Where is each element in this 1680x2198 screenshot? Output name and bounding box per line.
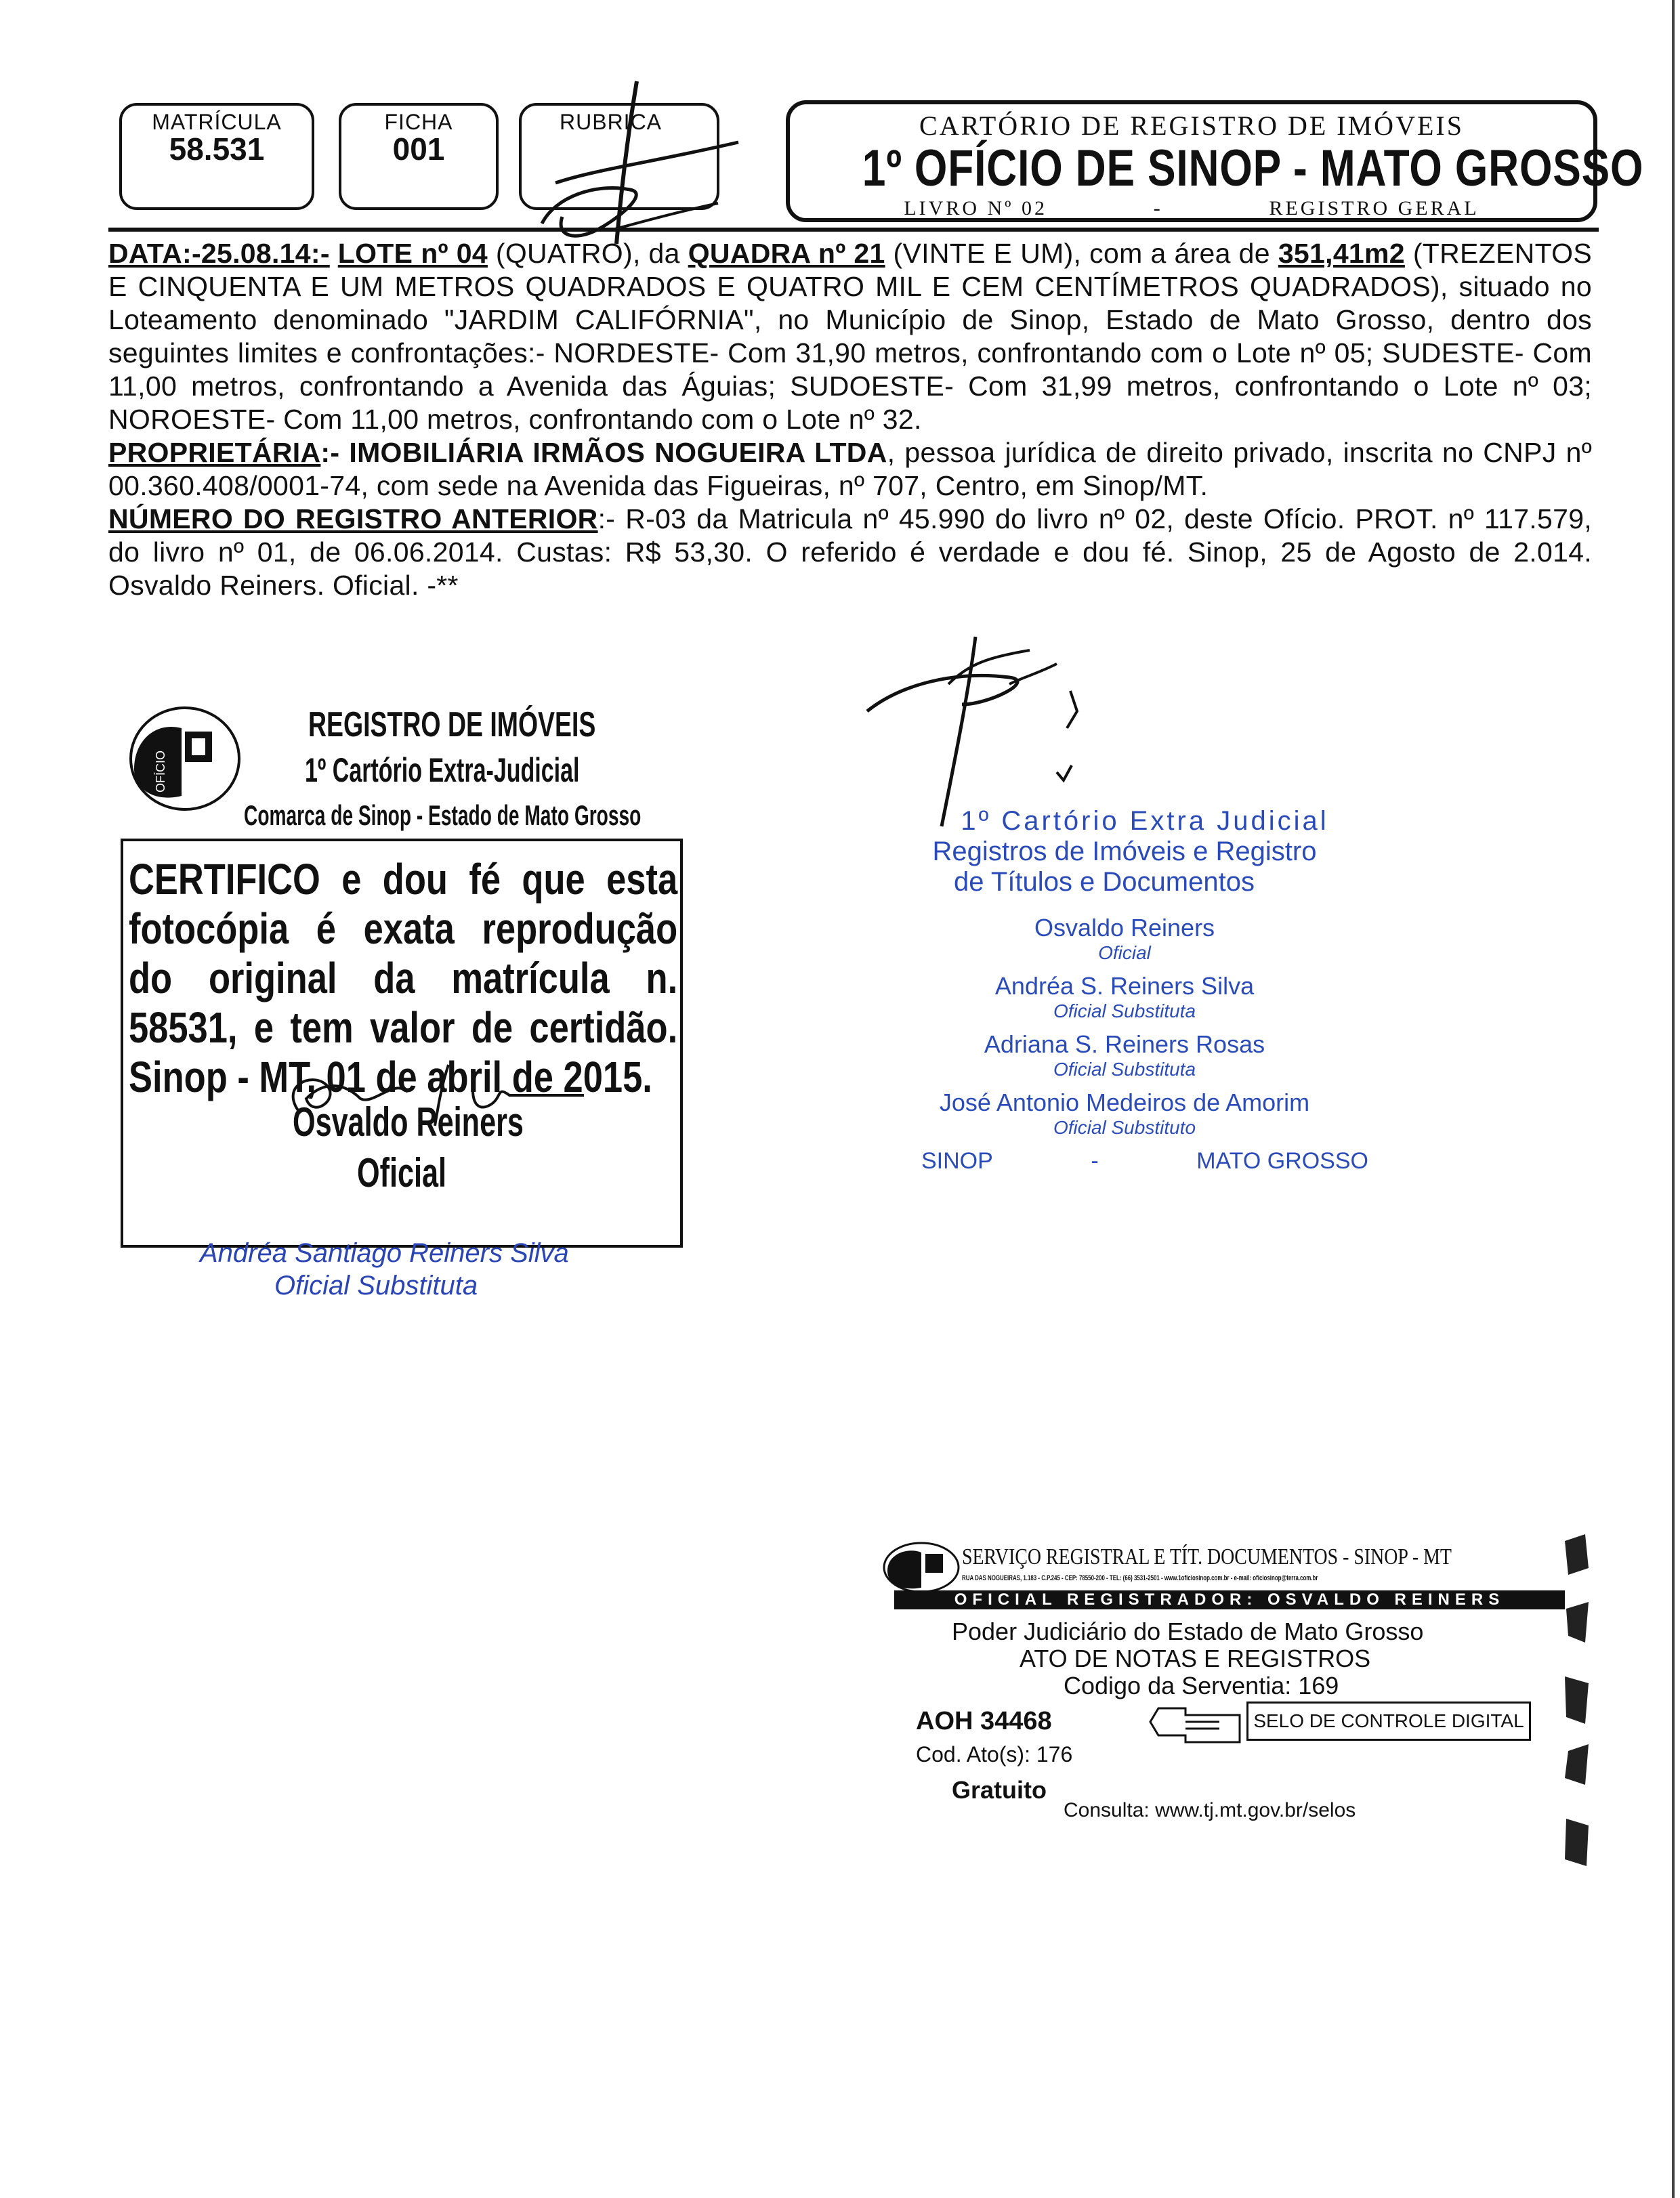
ficha-box — [339, 103, 499, 210]
selo-line3: Codigo da Serventia: 169 — [1064, 1672, 1339, 1699]
matricula-label: MATRÍCULA — [152, 110, 282, 134]
paragraph-proprietaria — [108, 436, 1592, 503]
pointing-hand-icon — [1145, 1702, 1246, 1749]
rubrica-label: RUBRICA — [560, 110, 663, 134]
signer-name: Osvaldo Reiners — [293, 1099, 524, 1145]
stamp-name-3: Adriana S. Reiners Rosas — [984, 1030, 1265, 1058]
stamp-name-2: Andréa S. Reiners Silva — [994, 972, 1255, 1000]
area-label: 351,41m2 — [1278, 238, 1405, 269]
oficio-title: 1º OFÍCIO DE SINOP - MATO GROSSO — [862, 140, 1644, 197]
stamp-city: SINOP — [921, 1148, 993, 1174]
stamp-name-1: Osvaldo Reiners — [1034, 914, 1215, 942]
proprietaria-name: IMOBILIÁRIA IRMÃOS NOGUEIRA LTDA — [349, 437, 887, 468]
substituta-role: Oficial Substituta — [274, 1271, 478, 1301]
stamp-line3: de Títulos e Documentos — [954, 867, 1255, 897]
data-label: DATA:-25.08.14:- — [108, 238, 330, 269]
selo-line1: Poder Judiciário do Estado de Mato Grosso — [952, 1618, 1424, 1645]
certificate-box — [121, 839, 683, 1248]
selo-gratuito: Gratuito — [952, 1776, 1047, 1804]
seal-title-comarca: Comarca de Sinop - Estado de Mato Grosso — [244, 799, 642, 831]
registro-anterior-text: :- R-03 da Matricula nº 45.990 do livro nº 02, deste Ofício. PROT. nº 117.579, do livro nº 01, de 06.06.2014. Custas: R$ 53,30. O referido é verdade e dou fé. Sinop, 25 de Agosto de 2.014. Osvaldo Reiners. Oficial. -** — [108, 503, 1592, 601]
cartorio-header — [786, 100, 1644, 222]
registro-anterior-label: NÚMERO DO REGISTRO ANTERIOR — [108, 503, 598, 534]
selo-head: SERVIÇO REGISTRAL E TÍT. DOCUMENTOS - SINOP - MT — [962, 1544, 1452, 1569]
oficio-logo-icon — [121, 701, 243, 816]
stamp-role-3: Oficial Substituta — [1053, 1059, 1196, 1080]
stamp-role-2: Oficial Substituta — [1053, 1000, 1196, 1021]
matricula-box — [119, 103, 314, 210]
selo-cod-ato: Cod. Ato(s): 176 — [916, 1742, 1073, 1767]
selo-address: RUA DAS NOGUEIRAS, 1.183 - C.P.245 - CEP: 78550-200 - TEL: (66) 3531-2501 - www.1oficiosinop.com.br - e-mail: oficiosinop@terra.com.br — [962, 1574, 1318, 1582]
stamp-role-1: Oficial — [1098, 942, 1151, 963]
selo-code: AOH 34468 — [916, 1707, 1052, 1735]
stamp-location — [867, 1148, 1382, 1175]
selo-controle-label: SELO DE CONTROLE DIGITAL — [1246, 1702, 1531, 1741]
certifico-text: CERTIFICO e dou fé que esta fotocópia é exata reprodução do original da matrícula n. 58531, e tem valor de certidão. Sinop - MT, 01 de abril de 2015. — [129, 855, 678, 1101]
substituta-name: Andréa Santiago Reiners Silva — [200, 1238, 569, 1268]
livro-dash: - — [1153, 197, 1163, 219]
cartorio-stamp — [867, 806, 1382, 1175]
paragraph-lote — [108, 237, 1592, 436]
quadra-text: (VINTE E UM), com a área de — [885, 238, 1278, 269]
seal-title-cartorio: 1º Cartório Extra-Judicial — [305, 751, 580, 789]
lote-label: LOTE nº 04 — [337, 238, 488, 269]
matricula-value: 58.531 — [169, 131, 265, 167]
quadra-label: QUADRA nº 21 — [688, 238, 885, 269]
ficha-label: FICHA — [384, 110, 453, 134]
proprietaria-label: PROPRIETÁRIA — [108, 437, 321, 468]
stamp-line2: Registros de Imóveis e Registro — [932, 837, 1317, 866]
selo-consulta: Consulta: www.tj.mt.gov.br/selos — [1064, 1799, 1356, 1821]
registro-geral: REGISTRO GERAL — [1269, 197, 1479, 219]
lote-description: (TREZENTOS E CINQUENTA E UM METROS QUADRADOS E QUATRO MIL E CEM CENTÍMETROS QUADRADOS), situado no Loteamento denominado "JARDIM CALIFÓRNIA", no Município de Sinop, Estado de Mato Grosso, dentro dos seguintes limites e confrontações:- NORDESTE- Com 31,90 metros, confrontando com o Lote nº 05; SUDESTE- Com 11,00 metros, confrontando a Avenida das Águias; SUDOESTE- Com 31,99 metros, confrontando o Lote nº 03; NOROESTE- Com 11,00 metros, confrontando com o Lote nº 32. — [108, 238, 1593, 435]
proprietaria-details: , pessoa jurídica de direito privado, inscrita no CNPJ nº 00.360.408/0001-74, com sede na Avenida das Figueiras, nº 707, Centro, em Sinop/MT. — [108, 437, 1592, 501]
security-edge-pattern — [1558, 1527, 1599, 1886]
proprietaria-sep: :- — [320, 437, 350, 468]
signer-role: Oficial — [357, 1150, 447, 1196]
page-edge-line — [1672, 0, 1675, 2198]
ficha-value: 001 — [392, 131, 445, 167]
livro-number: LIVRO Nº 02 — [904, 197, 1047, 219]
stamp-line1: 1º Cartório Extra Judicial — [961, 806, 1329, 836]
header-rule — [108, 228, 1599, 232]
cartorio-title: CARTÓRIO DE REGISTRO DE IMÓVEIS — [919, 110, 1464, 141]
paragraph-registro-anterior — [108, 503, 1592, 602]
lote-text: (QUATRO), da — [487, 238, 688, 269]
stamp-dash: - — [1091, 1148, 1099, 1174]
servico-logo-icon — [881, 1540, 962, 1594]
matricula-body — [108, 237, 1592, 602]
logo-text: OFÍCIO — [154, 751, 167, 792]
stamp-role-4: Oficial Substituto — [1053, 1117, 1196, 1138]
seal-title-registro: REGISTRO DE IMÓVEIS — [308, 705, 596, 744]
livro-line — [790, 197, 1593, 220]
stamp-name-4: José Antonio Medeiros de Amorim — [939, 1089, 1310, 1116]
selo-banner: OFICIAL REGISTRADOR: OSVALDO REINERS — [894, 1590, 1565, 1609]
selo-line2: ATO DE NOTAS E REGISTROS — [1020, 1645, 1371, 1672]
stamp-state: MATO GROSSO — [1196, 1148, 1368, 1174]
